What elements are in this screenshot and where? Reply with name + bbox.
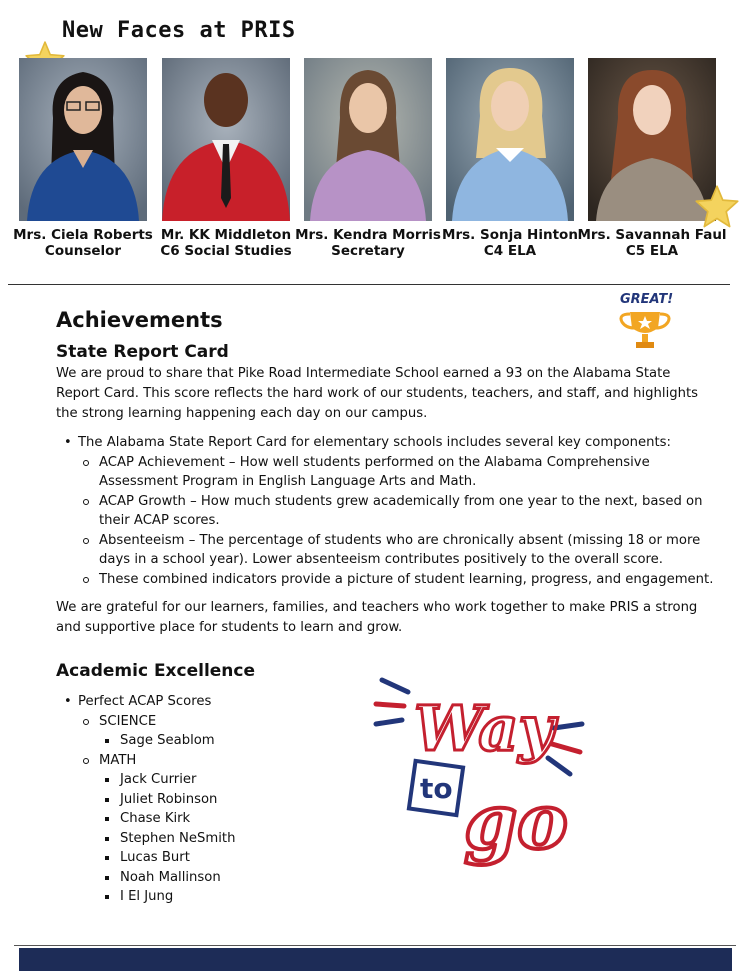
list-item [56,692,356,907]
student-name: Noah Mallinson [99,868,356,888]
student-name: Stephen NeSmith [99,829,356,849]
staff-photo [19,58,147,221]
art-word-to: to [420,772,453,805]
student-name: I El Jung [99,887,356,907]
student-list [99,770,356,907]
student-name: Chase Kirk [99,809,356,829]
report-card-heading: State Report Card [56,342,229,362]
staff-photo [304,58,432,221]
footer-divider [14,945,736,946]
great-badge-text: GREAT! [620,292,674,307]
student-name: Sage Seablom [99,731,356,751]
student-name: Juliet Robinson [99,790,356,810]
staff-card [442,58,578,259]
staff-caption [8,227,158,259]
staff-card [13,58,153,259]
staff-caption [151,227,301,259]
report-card-list [56,433,716,589]
subject-label: MATH [99,752,137,768]
staff-photo [162,58,290,221]
section-divider [8,284,730,285]
star-icon [694,184,740,230]
way-to-go-graphic [368,672,598,872]
list-item: ACAP Achievement – How well students performed on the Alabama Comprehensive Assessment Program in English Language Arts and Math. [78,453,716,492]
list-item [78,751,356,907]
student-name: Jack Currier [99,770,356,790]
academic-heading: Academic Excellence [56,661,256,681]
staff-photo [446,58,574,221]
list-item: These combined indicators provide a picture of student learning, progress, and engagement. [78,570,716,590]
staff-card [162,58,290,259]
list-item-text: Perfect ACAP Scores [78,694,212,709]
student-list [99,731,356,751]
staff-caption [435,227,585,259]
list-item [78,712,356,751]
report-card-intro: We are proud to share that Pike Road Intermediate School earned a 93 on the Alabama State Report Card. This score reflects the hard work of our students, teachers, and staff, and highlights the strong learning happening each day on our campus. [56,366,699,421]
list-item [56,433,716,589]
staff-role: Counselor [44,243,122,259]
staff-name: Mrs. Savannah Faul [577,227,727,243]
section-title: Achievements [56,308,223,332]
staff-card [295,58,441,259]
student-name: Lucas Burt [99,848,356,868]
subject-label: SCIENCE [99,713,157,729]
page-title: New Faces at PRIS [62,18,296,43]
report-card-section [56,364,716,638]
staff-name: Mrs. Ciela Roberts [13,227,153,243]
staff-role: Secretary [331,243,405,259]
staff-name: Mrs. Sonja Hinton [442,227,578,243]
staff-role: C4 ELA [483,243,537,259]
staff-caption [577,227,727,259]
staff-name: Mr. KK Middleton [160,227,292,243]
staff-caption [293,227,443,259]
list-item: Absenteeism – The percentage of students who are chronically absent (missing 18 or more days in a school year). Lower absenteeism contributes positively to the overall score. [78,531,716,570]
art-word-go: go [464,777,568,866]
list-item-text: The Alabama State Report Card for elementary schools includes several key components: [78,435,671,450]
subject-list [78,712,356,907]
staff-name: Mrs. Kendra Morris [295,227,441,243]
academic-section [56,692,356,907]
list-item: ACAP Growth – How much students grew academically from one year to the next, based on their ACAP scores. [78,492,716,531]
academic-list [56,692,356,907]
report-card-closing: We are grateful for our learners, families, and teachers who work together to make PRIS a strong and supportive place for students to learn and grow. [56,600,698,635]
component-list [78,453,716,590]
art-word-way: Way [414,692,555,765]
staff-role: C6 Social Studies [160,243,292,259]
footer-bar [19,948,732,971]
staff-role: C5 ELA [625,243,679,259]
